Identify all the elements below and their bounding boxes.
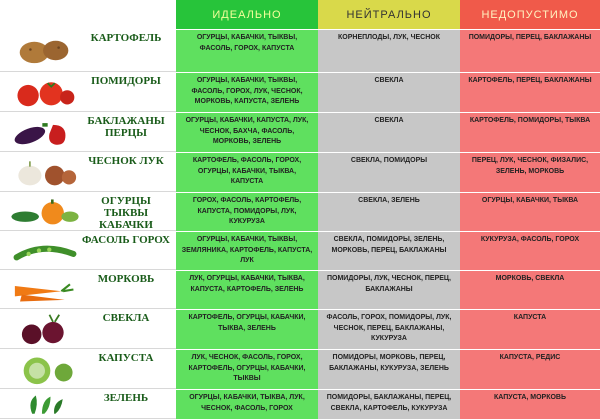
table-row	[0, 350, 600, 390]
vegetable-name: СВЕКЛА	[102, 312, 150, 324]
vegetable-cell	[0, 30, 176, 72]
table-row	[0, 232, 600, 271]
neutral-companions-cell: ПОМИДОРЫ, МОРКОВЬ, ПЕРЕЦ, БАКЛАЖАНЫ, КУКУРУЗА, ЗЕЛЕНЬ	[329, 354, 449, 372]
neutral-companions-cell: СВЕКЛА, ЗЕЛЕНЬ	[358, 197, 420, 204]
ideal-companions-cell: ОГУРЦЫ, КАБАЧКИ, ТЫКВЫ, ФАСОЛЬ, ГОРОХ, ЛУК, ЧЕСНОК, МОРКОВЬ, КАПУСТА, ЗЕЛЕНЬ	[191, 77, 303, 105]
ideal-companions-cell: КАРТОФЕЛЬ, ФАСОЛЬ, ГОРОХ, ОГУРЦЫ, КАБАЧКИ, ТЫКВА, КАПУСТА	[192, 157, 302, 185]
eggplant-pepper-icon	[4, 116, 86, 148]
cabbage-icon	[4, 353, 86, 385]
ideal-companions-cell: ОГУРЦЫ, КАБАЧКИ, ТЫКВЫ, ФАСОЛЬ, ГОРОХ, КАПУСТА	[196, 34, 298, 52]
bad-companions-cell: МОРКОВЬ, СВЕКЛА	[495, 275, 565, 282]
bad-companions-cell: КАПУСТА	[513, 314, 547, 321]
neutral-companions-cell: ФАСОЛЬ, ГОРОХ, ПОМИДОРЫ, ЛУК, ЧЕСНОК, ПЕРЕЦ, БАКЛАЖАНЫ, КУКУРУЗА	[326, 314, 452, 342]
vegetable-name: БАКЛАЖАНЫ ПЕРЦЫ	[87, 115, 165, 139]
table-row	[0, 30, 600, 73]
ideal-companions-cell: ЛУК, ЧЕСНОК, ФАСОЛЬ, ГОРОХ, КАРТОФЕЛЬ, ОГУРЦЫ, КАБАЧКИ, ТЫКВЫ	[188, 354, 306, 382]
vegetable-cell	[0, 310, 176, 349]
vegetable-cell	[0, 153, 176, 192]
vegetable-name: ЗЕЛЕНЬ	[103, 392, 149, 404]
beans-peas-icon	[4, 235, 86, 266]
header-ideal: ИДЕАЛЬНО	[176, 0, 318, 30]
header-blank-cell	[0, 0, 176, 30]
vegetable-name: ФАСОЛЬ ГОРОХ	[82, 234, 170, 246]
header-neutral: НЕЙТРАЛЬНО	[318, 0, 460, 30]
bad-companions-cell: ОГУРЦЫ, КАБАЧКИ, ТЫКВА	[481, 197, 579, 204]
vegetable-cell	[0, 193, 176, 231]
vegetable-name: ОГУРЦЫ ТЫКВЫ КАБАЧКИ	[99, 195, 153, 231]
neutral-companions-cell: СВЕКЛА, ПОМИДОРЫ	[350, 157, 428, 164]
vegetable-name: КАПУСТА	[98, 352, 154, 364]
vegetable-name: МОРКОВЬ	[97, 273, 155, 285]
bad-companions-cell: КАРТОФЕЛЬ, ПОМИДОРЫ, ТЫКВА	[469, 117, 591, 124]
vegetable-cell	[0, 73, 176, 112]
bad-companions-cell: КУКУРУЗА, ФАСОЛЬ, ГОРОХ	[480, 236, 580, 243]
bad-companions-cell: КАПУСТА, МОРКОВЬ	[493, 394, 567, 401]
vegetable-cell	[0, 113, 176, 152]
vegetable-cell	[0, 390, 176, 419]
cucumber-pumpkin-icon	[4, 196, 86, 227]
table-row	[0, 390, 600, 420]
vegetable-cell	[0, 350, 176, 389]
vegetable-name: ЧЕСНОК ЛУК	[88, 155, 164, 167]
vegetable-name: КАРТОФЕЛЬ	[90, 32, 162, 44]
carrot-icon	[4, 274, 86, 305]
garlic-onion-icon	[4, 156, 86, 188]
neutral-companions-cell: СВЕКЛА, ПОМИДОРЫ, ЗЕЛЕНЬ, МОРКОВЬ, ПЕРЕЦ, БАКЛАЖАНЫ	[331, 236, 447, 254]
ideal-companions-cell: ЛУК, ОГУРЦЫ, КАБАЧКИ, ТЫКВА, КАПУСТА, КАРТОФЕЛЬ, ЗЕЛЕНЬ	[189, 275, 305, 293]
vegetable-name: ПОМИДОРЫ	[91, 75, 161, 87]
vegetable-cell	[0, 232, 176, 270]
header-bad: НЕДОПУСТИМО	[460, 0, 600, 30]
neutral-companions-cell: ПОМИДОРЫ, БАКЛАЖАНЫ, ПЕРЕЦ, СВЕКЛА, КАРТОФЕЛЬ, КУКУРУЗА	[326, 394, 452, 412]
beet-icon	[4, 313, 86, 345]
ideal-companions-cell: ОГУРЦЫ, КАБАЧКИ, ТЫКВЫ, ЗЕМЛЯНИКА, КАРТОФЕЛЬ, КАПУСТА, ЛУК	[181, 236, 313, 264]
potato-icon	[4, 33, 86, 68]
bad-companions-cell: ПОМИДОРЫ, ПЕРЕЦ, БАКЛАЖАНЫ	[468, 34, 592, 41]
bad-companions-cell: КАРТОФЕЛЬ, ПЕРЕЦ, БАКЛАЖАНЫ	[468, 77, 592, 84]
greens-icon	[4, 393, 86, 415]
table-row	[0, 310, 600, 350]
ideal-companions-cell: ОГУРЦЫ, КАБАЧКИ, КАПУСТА, ЛУК, ЧЕСНОК, БАХЧА, ФАСОЛЬ, МОРКОВЬ, ЗЕЛЕНЬ	[185, 117, 309, 145]
ideal-companions-cell: ОГУРЦЫ, КАБАЧКИ, ТЫКВА, ЛУК, ЧЕСНОК, ФАСОЛЬ, ГОРОХ	[189, 394, 305, 412]
bad-companions-cell: ПЕРЕЦ, ЛУК, ЧЕСНОК, ФИЗАЛИС, ЗЕЛЕНЬ, МОРКОВЬ	[471, 157, 589, 175]
table-row	[0, 271, 600, 310]
table-row	[0, 113, 600, 153]
table-row	[0, 193, 600, 232]
table-row	[0, 153, 600, 193]
ideal-companions-cell: ГОРОХ, ФАСОЛЬ, КАРТОФЕЛЬ, КАПУСТА, ПОМИДОРЫ, ЛУК, КУКУРУЗА	[192, 197, 302, 225]
neutral-companions-cell: СВЕКЛА	[374, 117, 404, 124]
ideal-companions-cell: КАРТОФЕЛЬ, ОГУРЦЫ, КАБАЧКИ, ТЫКВА, ЗЕЛЕНЬ	[188, 314, 306, 332]
vegetable-cell	[0, 271, 176, 309]
neutral-companions-cell: ПОМИДОРЫ, ЛУК, ЧЕСНОК, ПЕРЕЦ, БАКЛАЖАНЫ	[326, 275, 451, 293]
table-row	[0, 73, 600, 113]
neutral-companions-cell: КОРНЕПЛОДЫ, ЛУК, ЧЕСНОК	[338, 34, 440, 41]
neutral-companions-cell: СВЕКЛА	[374, 77, 404, 84]
bad-companions-cell: КАПУСТА, РЕДИС	[499, 354, 561, 361]
tomato-icon	[4, 76, 86, 108]
